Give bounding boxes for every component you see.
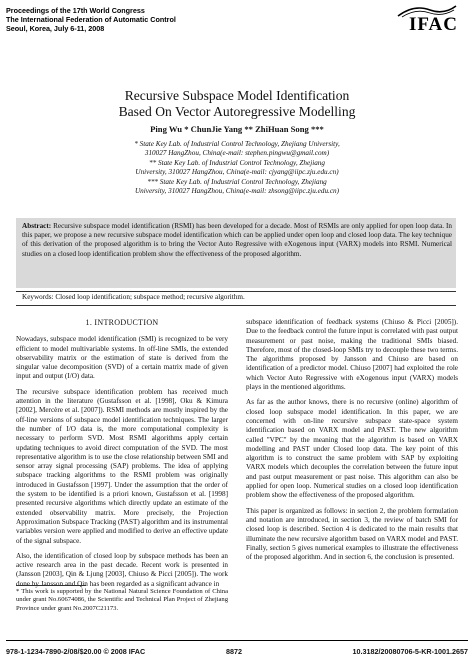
authors: Ping Wu * ChunJie Yang ** ZhiHuan Song *** xyxy=(150,124,324,134)
keywords: Keywords: Closed loop identification; subspace method; recursive algorithm. xyxy=(22,293,245,301)
paragraph: This paper is organized as follows: in section 2, the problem formulation and notation are introduced, in section 3, the review of batch SMI for closed loop is described. Section 4 is dedicated to the main results that illuminate the new recursive algorithm based on VARX model and PAST. Finally, section 5 gives numerical examples to illustrate the effectiveness of the proposed algorithm. And in section 6, the conclusion is presented. xyxy=(246,506,458,562)
affiliation-line: * State Key Lab. of Industrial Control Technology, Zhejiang University, xyxy=(134,140,340,148)
section-heading: 1. INTRODUCTION xyxy=(85,318,159,327)
keywords-top-rule xyxy=(16,291,456,292)
paragraph: Nowadays, subspace model identification (SMI) is recognized to be very efficient to model multivariable systems. In off-line SMIs, the extended observability matrix or the estimation of state is derived from the singular value decomposition (SVD) of a certain matrix made of given input and output (I/O) data. xyxy=(16,335,228,381)
paragraph: The recursive subspace identification problem has received much attention in the literature (Gustafsson et al. [1998], Oku & Kimura [2002], Mercère et al. [2007]). RSMI methods are mostly inspired by the off-line versions of subspace model identification techniques. The larger the number of I/O data is, the more computational complexity is necessary to perform SVD. Most RSMI algorithms apply certain updating techniques to avoid direct computation of the SVD. The most representative algorithm is to use the close relationship between SMI and sensor array signal processing (SAP) problems. The idea of applying subspace tracking algorithms to the RSMI problem was originally introduced in Gustafsson [1997]. Under the assumption that the order of the system to be identified is a priori known, Gustafsson et al. [1998] presented recursive algorithms which directly update an estimate of the extended observability matrix. More precisely, the Projection Approximation Subspace Tracking (PAST) algorithm and its instrumental variables version were applied and modified to derive an effective update of the signal subspace. xyxy=(16,387,228,545)
paragraph: Also, the identification of closed loop by subspace methods has been an active research area in the past decade. Recent work is presented in (Jansson [2003], Qin & Ljung [2003], Chiuso & Picci [2005]). The work done by Jansson and Qin has been regarded as a significant advance in xyxy=(16,551,228,588)
affiliation-line: ** State Key Lab. of Industrial Control Technology, Zhejiang xyxy=(149,158,325,167)
ifac-logo xyxy=(396,4,458,42)
keywords-bottom-rule xyxy=(16,305,456,306)
paragraph: As far as the author knows, there is no recursive (online) algorithm of closed loop subspace model identification. In this paper, we are concerned with on-line recursive subspace state-space system identification based on VARX model and PAST. The new algorithm called "VPC" by the meaning that the algorithm is based on VARX modelling and PAST under Closed loop data. The key point of this algorithm is to construct the same problem with SAP by exploiting VARX models which decouples the correlation between the future input and past output measurement or past noise. This algorithm can also be applied for open loop. Numerical studies on a closed loop identification problem show the effectiveness of the proposed algorithm. xyxy=(246,398,458,500)
affiliations xyxy=(60,140,414,196)
abstract xyxy=(22,222,452,259)
logo-text: IFAC xyxy=(408,14,458,35)
footer-rule xyxy=(6,640,468,641)
conference-line: Seoul, Korea, July 6-11, 2008 xyxy=(6,24,105,33)
page-header xyxy=(6,2,468,44)
affiliation-line: 310027 HangZhou, China(e-mail: stephen.pingwu@gmail.com) xyxy=(144,149,330,158)
title-line: Recursive Subspace Model Identification xyxy=(124,88,350,103)
affiliation-line: University, 310027 HangZhou, China(e-mail: zhsong@iipc.zju.edu.cn) xyxy=(134,187,340,196)
conference-info xyxy=(6,6,176,33)
page-number: 8872 xyxy=(226,647,242,656)
footnote-rule xyxy=(16,585,86,586)
abstract-label: Abstract: xyxy=(22,222,52,230)
right-column xyxy=(246,318,458,568)
left-column xyxy=(16,318,228,595)
abstract-text: Recursive subspace model identification (RSMI) has been developed for a decade. Most of RSMIs are only applied for open loop data. In this paper, we propose a new recursive subspace model identification which can be applied under open loop and closed loop data. The key technique of this derivation of the proposed algorithm is to bring the Vector Auto Regressive with eXogenous input (VARX) models into RSMI. Numerical studies on a closed loop identification problem show the effectiveness of the proposed algorithm. xyxy=(22,222,452,258)
footer-doi: 10.3182/20080706-5-KR-1001.2657 xyxy=(352,647,468,656)
page-footer xyxy=(0,643,474,661)
footer-isbn: 978-1-1234-7890-2/08/$20.00 © 2008 IFAC xyxy=(6,647,146,656)
footnote: * This work is supported by the National Natural Science Foundation of China under grant No.60674086, the Scientific and Technical Plan Project of Zhejiang Province under grant No.2007C21173. xyxy=(16,588,228,612)
title-line: Based On Vector Autoregressive Modelling xyxy=(118,104,356,119)
affiliation-line: University, 310027 HangZhou, China(e-mail: cjyang@iipc.zju.edu.cn) xyxy=(135,168,339,177)
conference-line: Proceedings of the 17th World Congress xyxy=(6,6,145,15)
paper-title xyxy=(0,88,474,120)
affiliation-line: *** State Key Lab. of Industrial Control Technology, Zhejiang xyxy=(147,177,327,186)
paragraph: subspace identification of feedback systems (Chiuso & Picci [2005]). Due to the feedback control the future input is correlated with past output measurement or past noise, making the traditional SMIs biased. Therefore, most of the closed-loop SMIs try to decouple these two terms. The algorithms proposed by Jansson and Chiuso are based on identification of a predictor model. Chiuso [2007] had exploited the role which Vector Auto Regressive with eXogenous input (VARX) models plays in the mentioned algorithms. xyxy=(246,318,458,392)
conference-line: The International Federation of Automatic Control xyxy=(6,15,176,24)
